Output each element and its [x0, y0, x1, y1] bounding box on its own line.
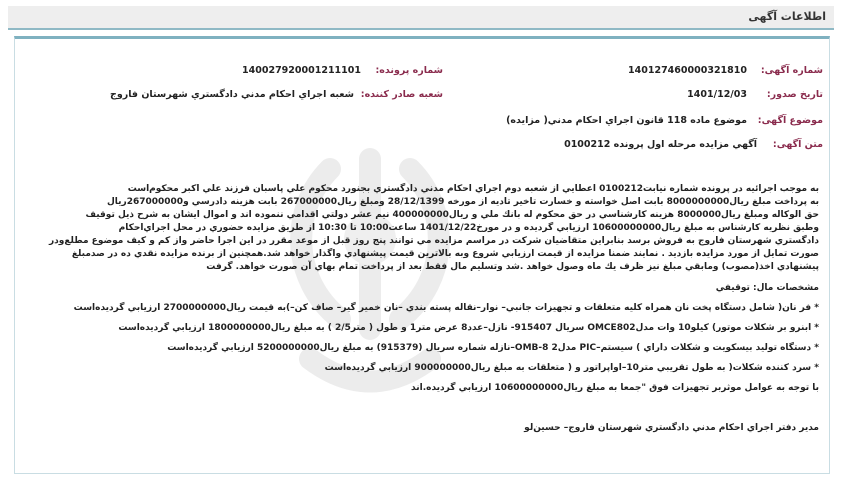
issuer-label: شعبه صادر کننده:: [360, 89, 443, 100]
body-line: دادگستري شهرستان فاروج به فروش برسد بنابراين متقاضيان شركت در مراسم مزايده مي توانند پنج روز قبل از موعد مقرر در اين اجرا حاضر واز كم و كيف موضوع مطلع‌ودر: [48, 236, 819, 246]
items-heading: مشخصات مال: توقيفي: [715, 283, 819, 293]
ad-panel: [14, 36, 830, 474]
ad-number-label: شماره آگهی:: [760, 65, 823, 76]
issue-date: 1401/12/03: [687, 89, 747, 100]
header-title: اطلاعات آگهی: [748, 10, 826, 23]
body-line: به موجب اجرائيه در پرونده شماره نيابت0100212 اعطايي از شعبه دوم اجراي احكام مدني دادگستري بجنورد محكوم علي پاسبان فرزند علي اكبر محكوم‌است: [127, 184, 819, 194]
item-line: * ابنرو بر شكلات موتور) كيلو10 وات مدلOMCE802 سريال 915407- نازل–عدد8 عرض متر1 و طول ( متر2/5 ) به مبلغ ريال1800000000 ارزيابي گرديده‌است: [118, 323, 819, 333]
item-line: * سرد كننده شكلات( به طول تقريبي متر10–اواپراتور و ( متعلقات به مبلغ ريال900000000 ارزيابي گرديده‌است: [324, 363, 819, 373]
case-number: 140027920001211101: [242, 65, 361, 76]
issuer: شعبه اجراي احكام مدني دادگستري شهرستان فاروج: [110, 89, 354, 100]
case-number-label: شماره پرونده:: [375, 65, 443, 76]
subject-label: موضوع آگهی:: [757, 115, 823, 126]
body-line: حق الوكاله ومبلغ ريال8000000 هزينه كارشناسي در حق محكوم له بانك ملي و ريال400000000 نيم عشر دولتي اقدامي ننموده اند و اموال ايشان به شرح ذيل توقيف: [85, 210, 819, 220]
body-line: صورت تمايل از مورد مزايده بازديد . نمايند ضمنا مزايده از قيمت ارزيابي شروع وبه بالاترين قيمت پيشنهادي واگذار خواهد شد.همچنين از برنده مزايده نقدي ده در صدمبلغ: [71, 249, 819, 259]
body-line: پيشنهادي اخذ(مصوب) ومابقي مبلغ نيز ظرف يك ماه وصول خواهد .شد وتسليم مال فقط بعد از پرداخت تمام بهاي آن صورت خواهد. گرفت: [206, 262, 819, 272]
signature: مدير دفتر اجراي احكام مدني دادگستري شهرستان فاروج– حسين‌لو: [524, 423, 819, 433]
text-label: متن آگهی:: [772, 139, 823, 150]
subject: موضوع ماده 118 قانون اجراي احكام مدني( مزايده): [506, 115, 747, 126]
body-line: وطبق نظريه كارشناس به مبلغ ريال10600000000 ارزيابي گرديده و در مورخ1401/12/22 ساعت10:00 تا 10:30 از طريق مزايده حضوري در محل اجراي‌احكام: [118, 223, 819, 233]
item-line: * دستگاه توليد بيسكويت و شكلات داراي ) سيستم–PIC مدل2 OMB-8–نازله شماره سريال (915379) به مبلغ ريال5200000000 ارزيابي گرديده‌است: [167, 343, 819, 353]
issue-date-label: تاریخ صدور:: [766, 89, 823, 100]
body-line: به پرداخت مبلغ ريال8000000000 بابت اصل خواسته و خسارت تاخير تاديه از مورخه 28/12/1399 ومبلغ ريال267000000 بابت هزينه دادرسي و267000000ريال: [106, 197, 819, 207]
ad-info-header: [8, 6, 834, 30]
ad-number: 140127460000321810: [628, 65, 747, 76]
item-line: * فر نان( شامل دستگاه پخت نان همراه كليه متعلقات و تجهيزات جانبي– نوار–نقاله پسته بندي –نان خمير گير– صاف كن–)به قيمت ريال2700000000 ارزيابي گرديده‌است: [73, 303, 819, 313]
text-title: آگهي مزايده مرحله اول پرونده 0100212: [564, 139, 757, 150]
item-line: با توجه به عوامل موثربر تجهيزات فوق "جمعا به مبلغ ريال10600000000 ارزيابي گرديده.اند: [411, 383, 819, 393]
